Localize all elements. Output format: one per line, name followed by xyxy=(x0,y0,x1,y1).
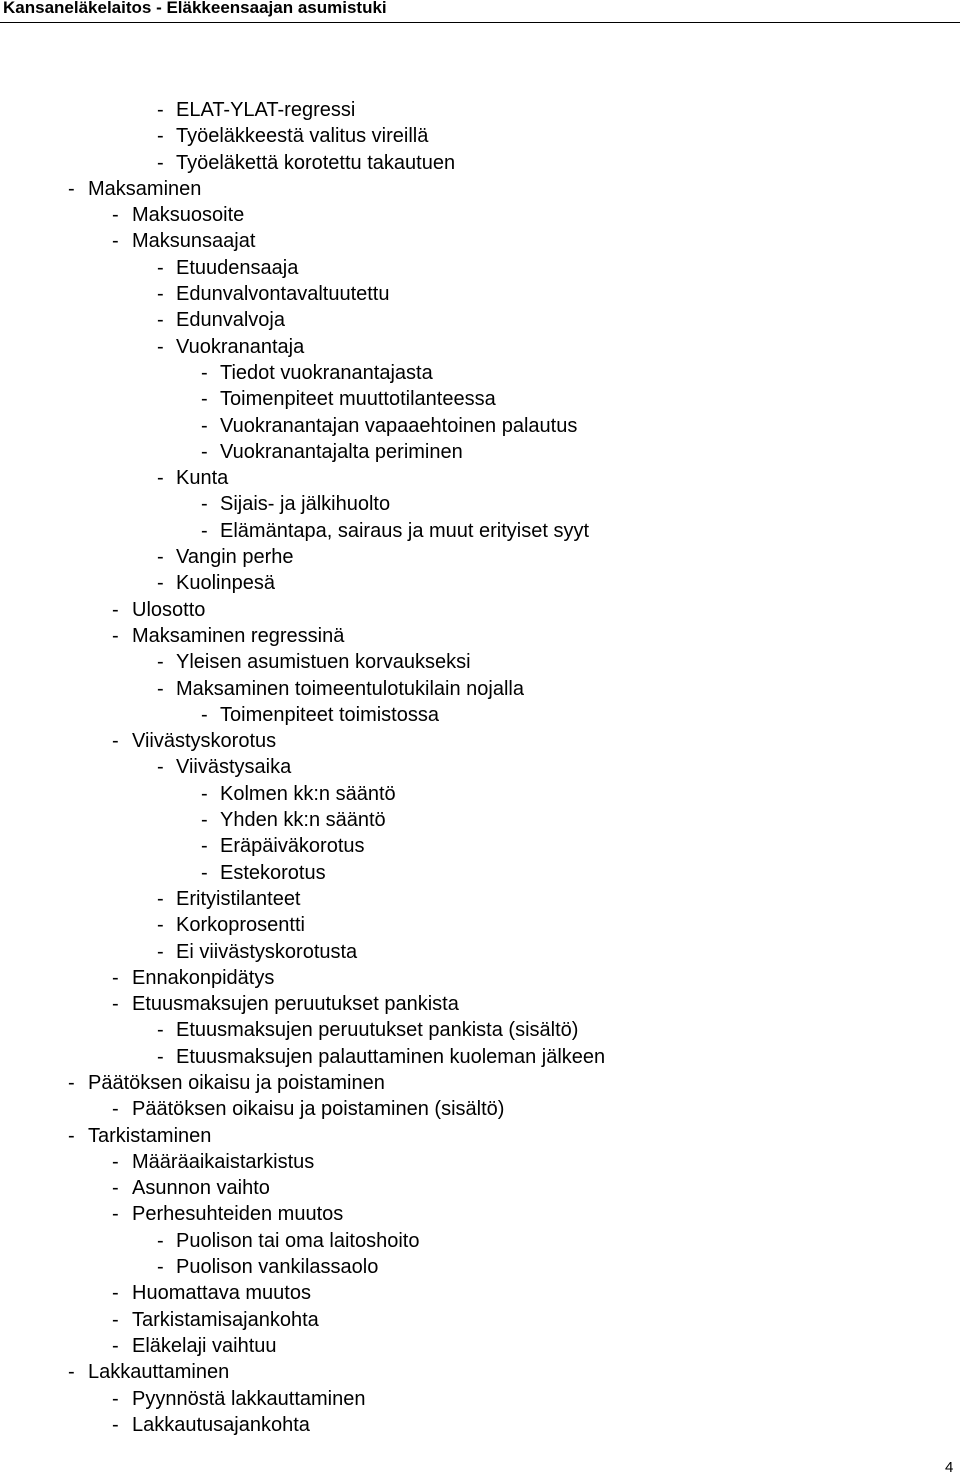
bullet-dash: - xyxy=(112,1282,119,1305)
bullet-dash: - xyxy=(112,204,119,227)
outline-item-label: Vuokranantajalta periminen xyxy=(220,440,463,463)
outline-item-label: Korkoprosentti xyxy=(176,914,305,937)
outline-item-label: Etuudensaaja xyxy=(176,256,299,279)
bullet-dash: - xyxy=(112,966,119,989)
bullet-dash: - xyxy=(157,914,164,937)
outline-item-label: Eläkelaji vaihtuu xyxy=(132,1334,277,1357)
bullet-dash: - xyxy=(157,1045,164,1068)
bullet-dash: - xyxy=(112,730,119,753)
bullet-dash: - xyxy=(157,125,164,148)
bullet-dash: - xyxy=(157,151,164,174)
bullet-dash: - xyxy=(201,493,208,516)
bullet-dash: - xyxy=(157,1019,164,1042)
outline-item-label: Edunvalvontavaltuutettu xyxy=(176,283,390,306)
outline-item-label: Vangin perhe xyxy=(176,546,294,569)
outline-item-label: Kunta xyxy=(176,467,229,490)
outline-item-label: Viivästyskorotus xyxy=(132,730,277,753)
bullet-dash: - xyxy=(157,1256,164,1279)
outline-item-label: ELAT-YLAT-regressi xyxy=(176,99,356,121)
bullet-dash: - xyxy=(157,756,164,779)
page-header xyxy=(0,0,960,23)
bullet-dash: - xyxy=(157,283,164,306)
bullet-dash: - xyxy=(157,940,164,963)
bullet-dash: - xyxy=(157,546,164,569)
outline-item-label: Tiedot vuokranantajasta xyxy=(220,361,433,384)
bullet-dash: - xyxy=(68,1071,75,1094)
outline-item-label: Etuusmaksujen peruutukset pankista xyxy=(132,993,459,1016)
bullet-dash: - xyxy=(157,677,164,700)
outline-item-label: Etuusmaksujen palauttaminen kuoleman jälkeen xyxy=(176,1045,606,1068)
bullet-dash: - xyxy=(157,651,164,674)
outline-item-label: Pyynnöstä lakkauttaminen xyxy=(132,1387,366,1410)
bullet-dash: - xyxy=(201,440,208,463)
outline-item-label: Päätöksen oikaisu ja poistaminen (sisältö) xyxy=(132,1098,505,1121)
bullet-dash: - xyxy=(157,1229,164,1252)
bullet-dash: - xyxy=(157,99,164,121)
bullet-dash: - xyxy=(112,1150,119,1173)
outline-item-label: Maksaminen regressinä xyxy=(132,624,345,647)
outline-item-label: Sijais- ja jälkihuolto xyxy=(220,493,391,516)
bullet-dash: - xyxy=(112,993,119,1016)
outline-item-label: Työeläkkeestä valitus vireillä xyxy=(176,125,429,148)
outline-item-label: Erityistilanteet xyxy=(176,887,301,910)
bullet-dash: - xyxy=(201,414,208,437)
outline-item-label: Huomattava muutos xyxy=(132,1282,311,1305)
outline-item-label: Maksaminen toimeentulotukilain nojalla xyxy=(176,677,524,700)
outline-item-label: Ulosotto xyxy=(132,598,206,621)
outline-item-label: Etuusmaksujen peruutukset pankista (sisältö) xyxy=(176,1019,579,1042)
outline-item-label: Eräpäiväkorotus xyxy=(220,835,365,858)
bullet-dash: - xyxy=(157,572,164,595)
bullet-dash: - xyxy=(201,835,208,858)
outline-item-label: Ei viivästyskorotusta xyxy=(176,940,358,963)
bullet-dash: - xyxy=(68,177,75,200)
bullet-dash: - xyxy=(112,1387,119,1410)
bullet-dash: - xyxy=(157,309,164,332)
header-title: Kansaneläkelaitos - Eläkkeensaajan asumistuki xyxy=(3,0,387,17)
bullet-dash: - xyxy=(201,782,208,805)
bullet-dash: - xyxy=(201,861,208,884)
outline-item-label: Työeläkettä korotettu takautuen xyxy=(176,151,456,174)
outline-item-label: Ennakonpidätys xyxy=(132,966,275,989)
bullet-dash: - xyxy=(112,598,119,621)
outline-item-label: Vuokranantajan vapaaehtoinen palautus xyxy=(220,414,578,437)
outline-item-label: Tarkistamisajankohta xyxy=(132,1308,319,1331)
outline-item-label: Toimenpiteet muuttotilanteessa xyxy=(220,388,496,411)
outline-item-label: Viivästysaika xyxy=(176,756,292,779)
bullet-dash: - xyxy=(157,467,164,490)
outline-item-label: Puolison vankilassaolo xyxy=(176,1256,379,1279)
bullet-dash: - xyxy=(112,230,119,253)
outline-item-label: Edunvalvoja xyxy=(176,309,285,332)
outline-item-label: Päätöksen oikaisu ja poistaminen xyxy=(88,1071,385,1094)
bullet-dash: - xyxy=(112,624,119,647)
outline-item-label: Maksuosoite xyxy=(132,204,245,227)
bullet-dash: - xyxy=(201,388,208,411)
bullet-dash: - xyxy=(68,1124,75,1147)
bullet-dash: - xyxy=(201,809,208,832)
bullet-dash: - xyxy=(157,887,164,910)
bullet-dash: - xyxy=(112,1334,119,1357)
outline-item-label: Puolison tai oma laitoshoito xyxy=(176,1229,420,1252)
outline-item-label: Kuolinpesä xyxy=(176,572,275,595)
bullet-dash: - xyxy=(112,1098,119,1121)
bullet-dash: - xyxy=(112,1177,119,1200)
outline-item-label: Lakkautusajankohta xyxy=(132,1413,310,1436)
bullet-dash: - xyxy=(112,1413,119,1436)
outline-item-label: Vuokranantaja xyxy=(176,335,305,358)
bullet-dash: - xyxy=(201,361,208,384)
outline-item-label: Perhesuhteiden muutos xyxy=(132,1203,344,1226)
bullet-dash: - xyxy=(201,519,208,542)
page-number: 4 xyxy=(945,1459,954,1476)
outline-item-label: Yleisen asumistuen korvaukseksi xyxy=(176,651,471,674)
outline-item-label: Elämäntapa, sairaus ja muut erityiset syyt xyxy=(220,519,590,542)
outline-item-label: Estekorotus xyxy=(220,861,326,884)
bullet-dash: - xyxy=(157,335,164,358)
outline-item-label: Asunnon vaihto xyxy=(132,1177,270,1200)
bullet-dash: - xyxy=(157,256,164,279)
outline-item-label: Toimenpiteet toimistossa xyxy=(220,703,439,726)
outline-item-label: Maksaminen xyxy=(88,177,202,200)
bullet-dash: - xyxy=(201,703,208,726)
bullet-dash: - xyxy=(112,1203,119,1226)
bullet-dash: - xyxy=(112,1308,119,1331)
outline-item-label: Määräaikaistarkistus xyxy=(132,1150,315,1173)
outline-item-label: Yhden kk:n sääntö xyxy=(220,809,386,832)
outline-item-label: Kolmen kk:n sääntö xyxy=(220,782,396,805)
outline-item-label: Tarkistaminen xyxy=(88,1124,212,1147)
outline-item-label: Maksunsaajat xyxy=(132,230,256,253)
outline-item-label: Lakkauttaminen xyxy=(88,1361,230,1384)
bullet-dash: - xyxy=(68,1361,75,1384)
